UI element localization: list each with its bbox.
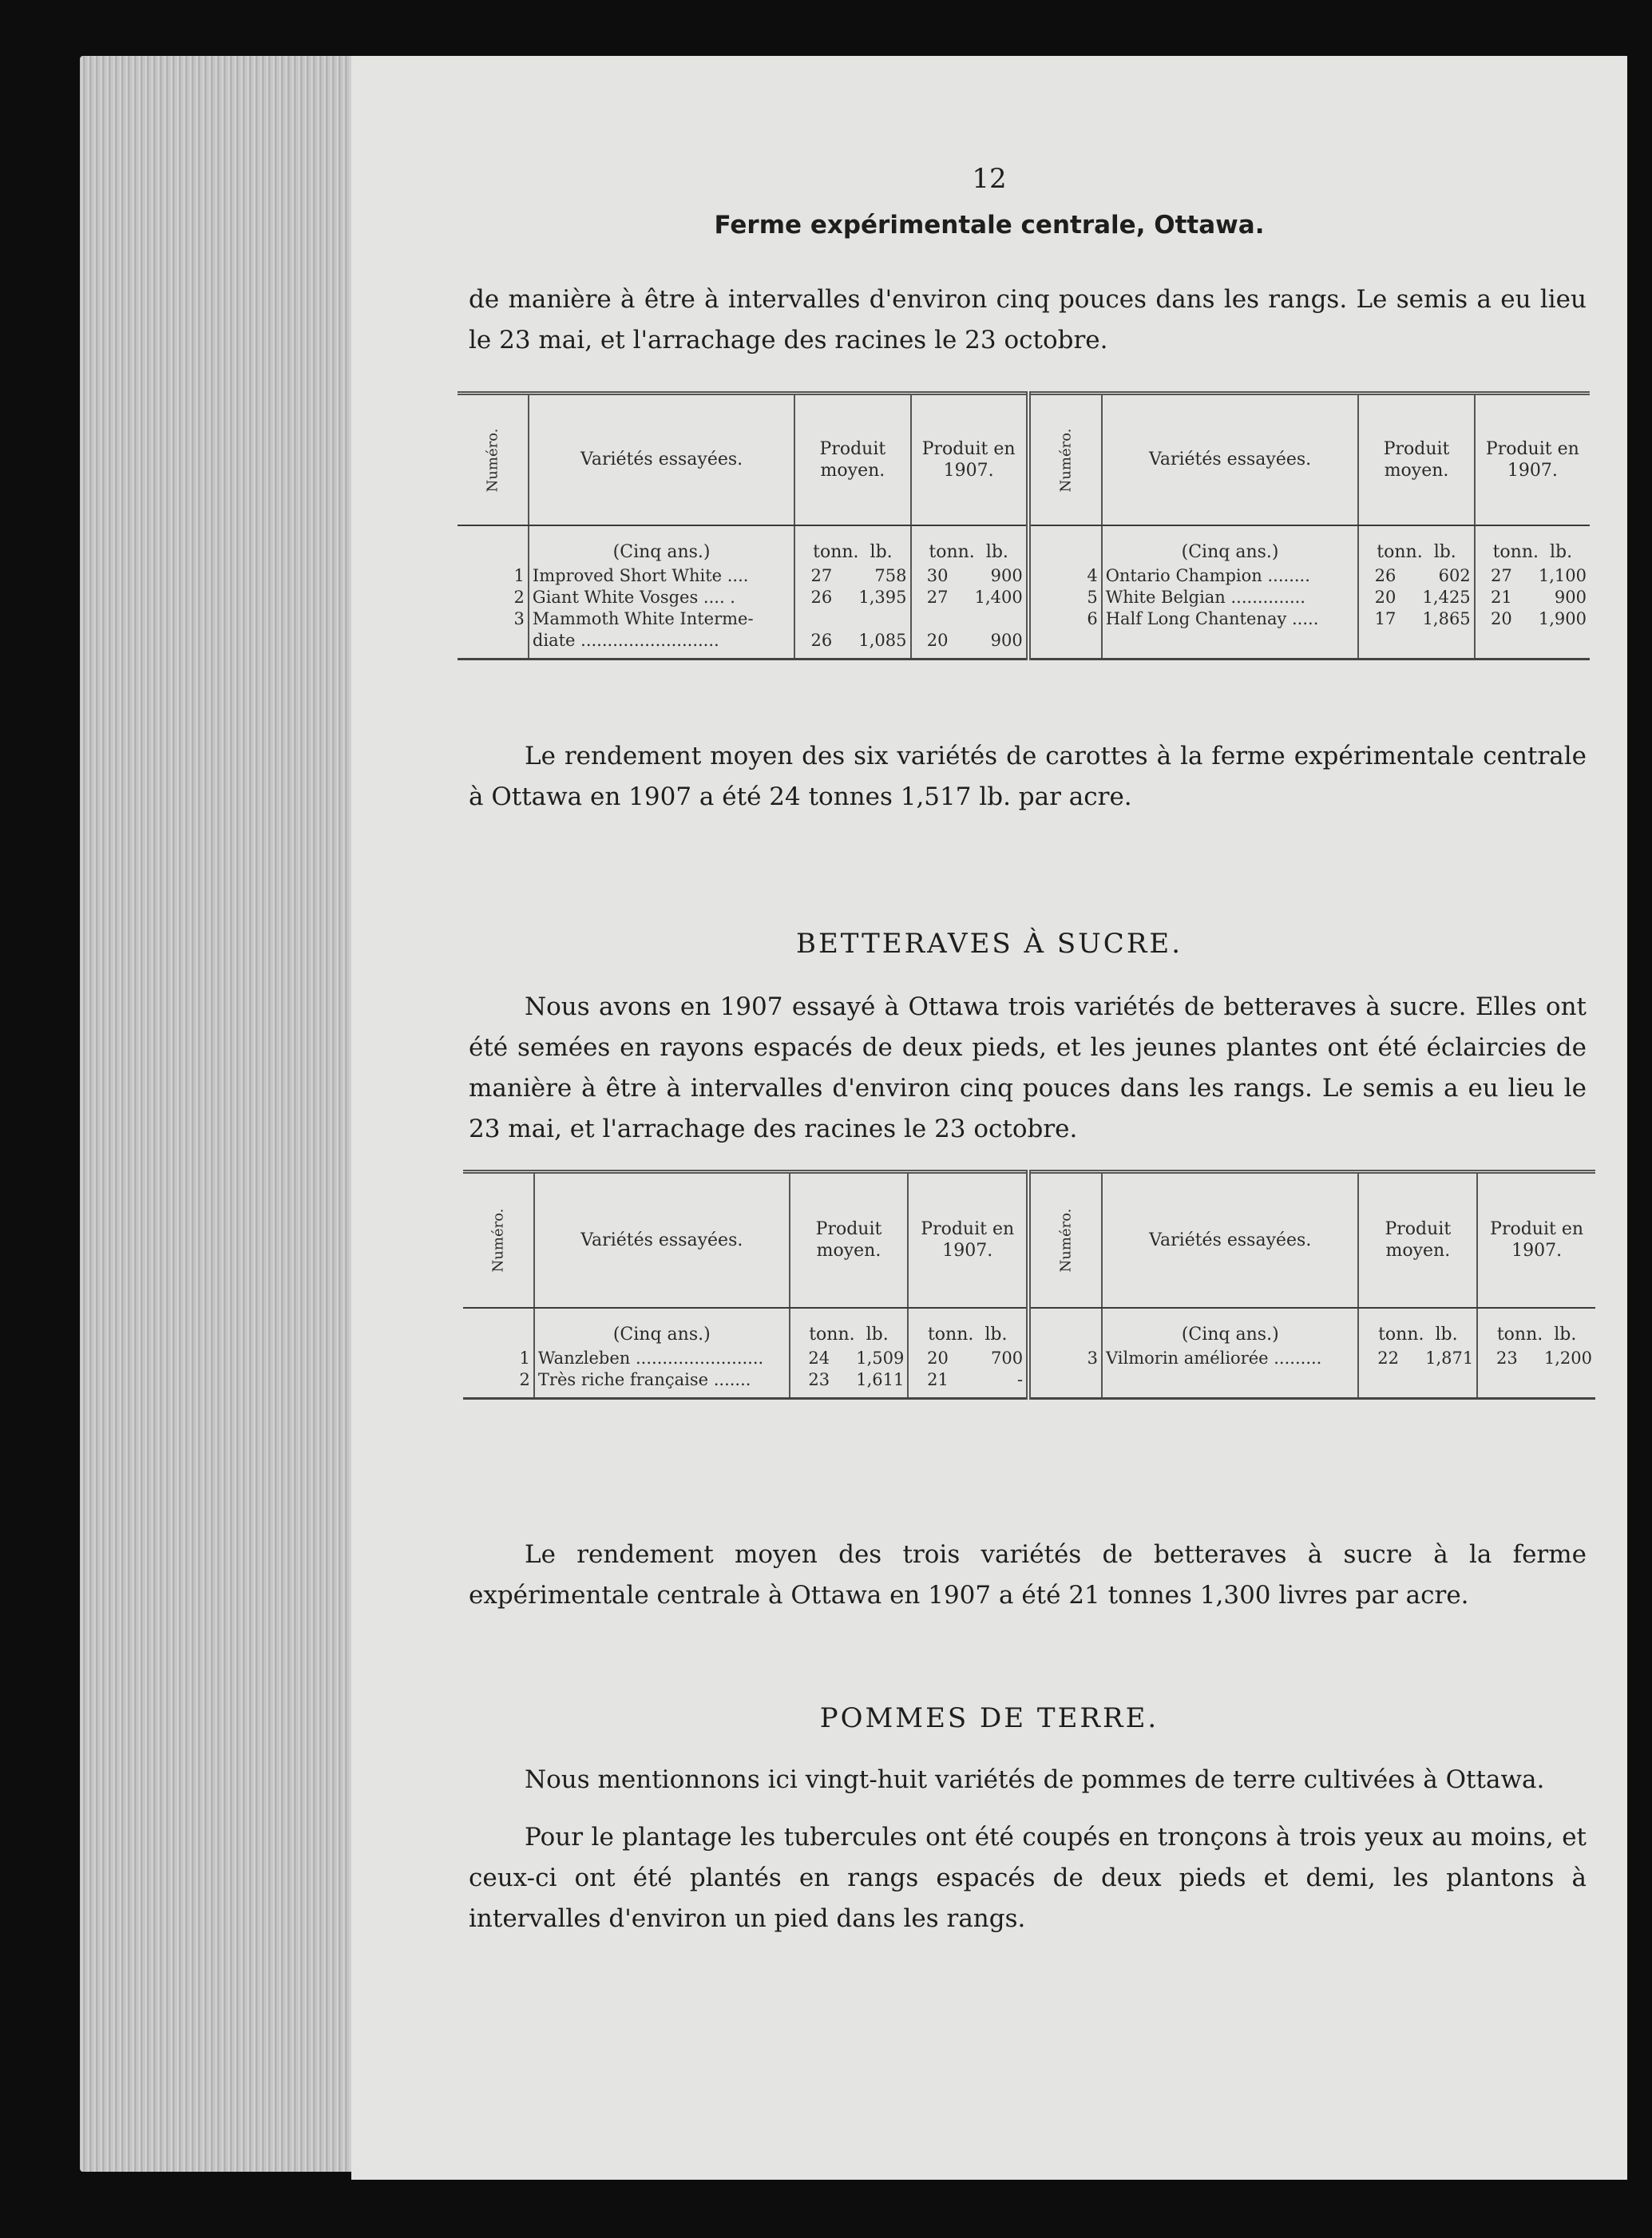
col-varietes: Variétés essayées. xyxy=(534,1172,790,1308)
cell-num: 5 xyxy=(1028,587,1102,608)
col-numero: Numéro. xyxy=(1028,1172,1102,1308)
cell-tonnes: 21 xyxy=(927,1369,949,1389)
cell-name xyxy=(1102,630,1359,652)
cell-tonnes: 17 xyxy=(1374,608,1396,628)
cell-avg xyxy=(794,565,910,587)
period-label: (Cinq ans.) xyxy=(529,525,794,565)
table-row xyxy=(463,1369,1595,1391)
col-produit-1907: Produit en 1907. xyxy=(1477,1172,1595,1308)
cell-tonnes: 21 xyxy=(1491,587,1512,607)
cell-tonnes: 27 xyxy=(810,565,833,585)
cell-avg xyxy=(794,587,910,608)
document-page xyxy=(351,56,1627,2180)
cell-pounds: 1,900 xyxy=(1538,608,1587,628)
cell-pounds: - xyxy=(1016,1369,1024,1389)
cell-name xyxy=(1102,1369,1358,1391)
cell-y xyxy=(911,587,1028,608)
unit-label: tonn. lb. xyxy=(911,525,1028,565)
cell-num: 1 xyxy=(519,1348,530,1368)
col-varietes: Variétés essayées. xyxy=(1102,394,1359,525)
potatoes-paragraph-1: Nous mentionnons ici vingt-huit variétés de pommes de terre cultivées à Ottawa. xyxy=(525,1765,1545,1794)
intro-paragraph: de manière à être à intervalles d'environ cinq pouces dans les rangs. Le semis a eu lieu le 23 mai, et l'arrachage des racines le 23 octobre. xyxy=(469,285,1587,355)
col-produit-moyen: Produit moyen. xyxy=(794,394,910,525)
cell-tonnes: 26 xyxy=(1374,565,1396,585)
cell-pounds: 1,865 xyxy=(1422,608,1471,628)
cell-avg xyxy=(1358,587,1474,608)
col-produit-1907: Produit en 1907. xyxy=(908,1172,1028,1308)
carrots-summary: Le rendement moyen des six variétés de carottes à la ferme expérimentale centrale à Ottawa en 1907 a été 24 tonnes 1,517 lb. par acre. xyxy=(469,742,1587,811)
table-row xyxy=(463,1348,1595,1369)
cell-pounds: 1,395 xyxy=(858,587,907,607)
cell-y xyxy=(1475,630,1590,652)
cell-tonnes: 20 xyxy=(1491,608,1512,628)
cell-num: 3 xyxy=(513,608,525,628)
cell-y xyxy=(1477,1348,1595,1369)
cell-y xyxy=(908,1369,1028,1391)
carrots-table xyxy=(458,391,1590,660)
cell-name: Très riche française ....... xyxy=(534,1369,790,1391)
unit-label: tonn. lb. xyxy=(1358,1308,1477,1348)
col-numero: Numéro. xyxy=(463,1172,534,1308)
cell-avg xyxy=(790,1348,909,1369)
cell-avg xyxy=(1358,565,1474,587)
cell-y xyxy=(911,630,1028,652)
cell-y xyxy=(908,1348,1028,1369)
cell-avg xyxy=(1358,608,1474,630)
col-numero: Numéro. xyxy=(1028,394,1102,525)
cell-pounds: 900 xyxy=(990,630,1023,650)
cell-y xyxy=(1475,565,1590,587)
cell-tonnes: 27 xyxy=(926,587,949,607)
cell-tonnes: 30 xyxy=(926,565,949,585)
cell-name: Improved Short White .... xyxy=(529,565,794,587)
cell-pounds: 1,611 xyxy=(856,1369,905,1389)
cell-name: Giant White Vosges .... . xyxy=(529,587,794,608)
cell-pounds: 1,871 xyxy=(1425,1348,1474,1368)
cell-y xyxy=(911,565,1028,587)
cell-pounds: 1,509 xyxy=(856,1348,905,1368)
cell-num: 3 xyxy=(1028,1348,1102,1369)
section-heading-sugar-beets: BETTERAVES À SUCRE. xyxy=(795,928,1183,960)
cell-tonnes: 22 xyxy=(1377,1348,1399,1368)
cell-avg xyxy=(790,1369,909,1391)
col-numero: Numéro. xyxy=(458,394,529,525)
cell-num xyxy=(1028,1369,1102,1391)
cell-pounds: 900 xyxy=(1554,587,1587,607)
cell-name: White Belgian .............. xyxy=(1102,587,1359,608)
cell-num xyxy=(1028,630,1102,652)
cell-pounds: 700 xyxy=(991,1348,1024,1368)
period-label: (Cinq ans.) xyxy=(1102,525,1359,565)
cell-num: 6 xyxy=(1028,608,1102,630)
sugar-beets-summary: Le rendement moyen des trois variétés de betteraves à sucre à la ferme expérimentale centrale à Ottawa en 1907 a été 21 tonnes 1,300 livres par acre. xyxy=(469,1540,1587,1610)
cell-num: 1 xyxy=(513,565,525,585)
cell-tonnes: 20 xyxy=(927,1348,949,1368)
cell-avg xyxy=(794,608,910,630)
cell-name: Ontario Champion ........ xyxy=(1102,565,1359,587)
unit-label: tonn. lb. xyxy=(1475,525,1590,565)
cell-pounds: 1,085 xyxy=(858,630,907,650)
cell-tonnes: 24 xyxy=(808,1348,830,1368)
cell-num xyxy=(458,630,529,652)
cell-tonnes: 27 xyxy=(1491,565,1512,585)
cell-y xyxy=(1475,587,1590,608)
cell-pounds: 1,425 xyxy=(1422,587,1471,607)
cell-name: Half Long Chantenay ..... xyxy=(1102,608,1359,630)
cell-tonnes: 23 xyxy=(1496,1348,1518,1368)
cell-tonnes: 26 xyxy=(810,587,833,607)
cell-num: 2 xyxy=(519,1369,530,1389)
col-varietes: Variétés essayées. xyxy=(1102,1172,1358,1308)
period-label: (Cinq ans.) xyxy=(1102,1308,1358,1348)
cell-name: Mammoth White Interme- xyxy=(529,608,794,630)
page-number: 12 xyxy=(972,163,1007,195)
cell-tonnes: 26 xyxy=(810,630,833,650)
cell-avg xyxy=(794,630,910,652)
book-page-edges xyxy=(80,56,367,2172)
cell-tonnes: 23 xyxy=(808,1369,830,1389)
table-row xyxy=(458,565,1590,587)
period-label: (Cinq ans.) xyxy=(534,1308,790,1348)
potatoes-paragraph-2: Pour le plantage les tubercules ont été coupés en tronçons à trois yeux au moins, et ceux-ci ont été plantés en rangs espacés de deux pieds et demi, les plantons à intervalles d'environ un pied dans les rangs. xyxy=(469,1823,1587,1933)
table-row xyxy=(458,608,1590,630)
table-row xyxy=(458,587,1590,608)
col-produit-moyen: Produit moyen. xyxy=(1358,394,1474,525)
sugar-beets-table xyxy=(463,1170,1595,1400)
cell-avg xyxy=(1358,1348,1477,1369)
cell-pounds: 1,200 xyxy=(1543,1348,1592,1368)
cell-y xyxy=(911,608,1028,630)
cell-pounds: 602 xyxy=(1438,565,1471,585)
cell-num: 2 xyxy=(513,587,525,607)
cell-avg xyxy=(1358,1369,1477,1391)
cell-y xyxy=(1475,608,1590,630)
col-produit-1907: Produit en 1907. xyxy=(911,394,1028,525)
cell-name: Vilmorin améliorée ......... xyxy=(1102,1348,1358,1369)
unit-label: tonn. lb. xyxy=(908,1308,1028,1348)
section-heading-potatoes: POMMES DE TERRE. xyxy=(819,1702,1159,1734)
col-produit-moyen: Produit moyen. xyxy=(790,1172,909,1308)
col-produit-1907: Produit en 1907. xyxy=(1475,394,1590,525)
cell-avg xyxy=(1358,630,1474,652)
cell-pounds: 758 xyxy=(874,565,907,585)
col-varietes: Variétés essayées. xyxy=(529,394,794,525)
cell-num: 4 xyxy=(1028,565,1102,587)
cell-name: diate .......................... xyxy=(529,630,794,652)
sugar-beets-paragraph: Nous avons en 1907 essayé à Ottawa trois variétés de betteraves à sucre. Elles ont été semées en rayons espacés de deux pieds, et les jeunes plantes ont été éclaircies de manière à être à intervalles d'environ cinq pouces dans les rangs. Le semis a eu lieu le 23 mai, et l'arrachage des racines le 23 octobre. xyxy=(469,992,1587,1143)
cell-pounds: 900 xyxy=(990,565,1023,585)
cell-pounds: 1,100 xyxy=(1538,565,1587,585)
cell-y xyxy=(1477,1369,1595,1391)
unit-label: tonn. lb. xyxy=(794,525,910,565)
unit-label: tonn. lb. xyxy=(1477,1308,1595,1348)
table-row xyxy=(458,630,1590,652)
cell-name: Wanzleben ........................ xyxy=(534,1348,790,1369)
col-produit-moyen: Produit moyen. xyxy=(1358,1172,1477,1308)
cell-pounds: 1,400 xyxy=(974,587,1023,607)
cell-tonnes: 20 xyxy=(926,630,949,650)
running-header: Ferme expérimentale centrale, Ottawa. xyxy=(714,211,1265,240)
unit-label: tonn. lb. xyxy=(790,1308,909,1348)
unit-label: tonn. lb. xyxy=(1358,525,1474,565)
cell-tonnes: 20 xyxy=(1374,587,1396,607)
